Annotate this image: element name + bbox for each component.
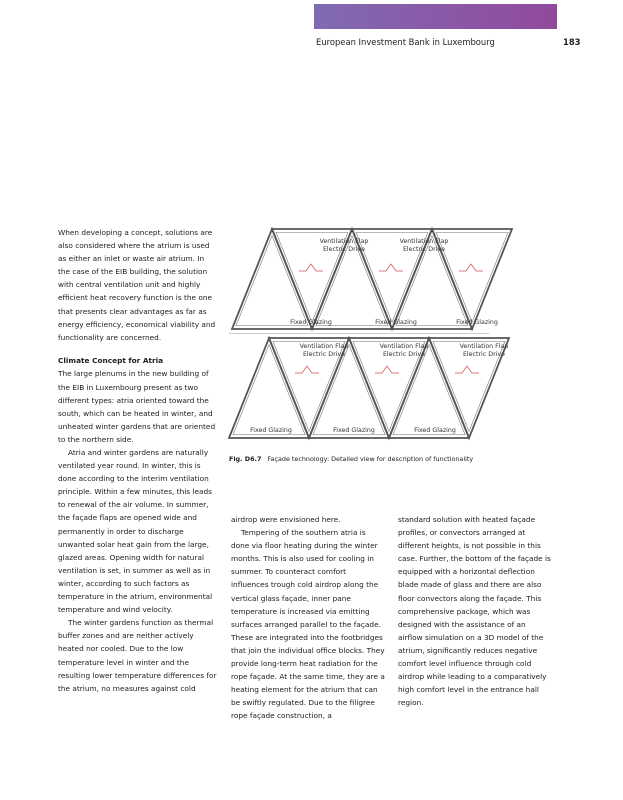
drive-label-2: Electric Drive (302, 351, 346, 358)
paragraph: Tempering of the southern atria is done via floor heating during the winter months. This is also used for cooling in summer. To counteract comfort influences trough cold airdrop along the vertical glass façade, inner pane temperature is increased via emitting surfaces arranged parallel to the façade. These are integrated into the footbridges that join the individual office blocks. They provide long-term heat radiation for the rope façade. At the same time, they are a heating element for the atrium that can be swiftly regulated. Due to the filigree rope façade construction, a (231, 528, 385, 721)
paragraph: standard solution with heated façade profiles, or convectors arranged at different heights, is not possible in this case. Further, the bottom of the façade is equipped with a horizontal deflection blade made of glass and there are also floor convectors along the façade. This comprehensive package, which was designed with the assistance of an airflow simulation on a 3D model of the atrium, significantly reduces negative comfort level influence through cold airdrop while leading to a comparatively high comfort level in the entrance hall region. (398, 515, 551, 708)
figure-caption (229, 455, 549, 463)
triangle-up-r1-0-inner (236, 236, 308, 326)
section-heading: Climate Concept for Atria (58, 356, 164, 366)
facade-technology-figure (229, 221, 509, 446)
drive-label-1: Electric Drive (402, 246, 446, 253)
flap-label-0: Ventilation Flap (319, 238, 369, 245)
airflow-arrow-4 (375, 366, 399, 373)
figure-labels (250, 238, 508, 434)
triangle-up-r2-2-inner (393, 345, 465, 435)
airflow-arrow-2 (459, 264, 483, 271)
flap-label-2: Ventilation Flap (299, 343, 349, 350)
text-column-1 (58, 226, 218, 695)
airflow-arrow-5 (455, 366, 479, 373)
glazing-label-1: Fixed Glazing (375, 319, 417, 326)
airflow-arrow-1 (379, 264, 403, 271)
page-number: 183 (563, 37, 581, 47)
triangle-down-r1-2-inner (436, 232, 508, 322)
airflow-arrow-3 (295, 366, 319, 373)
triangle-up-r2-1-inner (313, 345, 385, 435)
flap-label-3: Ventilation Flap (379, 343, 429, 350)
drive-label-4: Electric Drive (462, 351, 506, 358)
paragraph: Atria and winter gardens are naturally ventilated year round. In winter, this is done according to the interim ventilation principle. Within a few minutes, this leads to renewal of the air volume. In summer, the façade flaps are opened wide and permanently in order to discharge unwanted solar heat gain from the large, glazed areas. Opening width for natural ventilation is set, in summer as well as in winter, according to such factors as temperature in the atrium, environmental temperature and wind velocity. (58, 448, 213, 615)
glazing-label-3: Fixed Glazing (250, 427, 292, 434)
running-title: European Investment Bank in Luxembourg (316, 37, 495, 47)
triangle-up-r1-0 (232, 229, 312, 329)
text-column-3 (398, 513, 552, 709)
paragraph: airdrop were envisioned here. (231, 515, 341, 524)
triangle-frames (229, 229, 512, 438)
glazing-label-4: Fixed Glazing (333, 427, 375, 434)
drive-label-3: Electric Drive (382, 351, 426, 358)
paragraph: The winter gardens function as thermal buffer zones and are neither actively heated nor cooled. Due to the low temperature level in winter and the resulting lower temperature differences for the atrium, no measures against cold (58, 618, 217, 693)
caption-text: Façade technology: Detailed view for description of functionality (267, 455, 474, 463)
glazing-label-5: Fixed Glazing (414, 427, 456, 434)
text-column-2 (231, 513, 385, 723)
drive-label-0: Electric Drive (322, 246, 366, 253)
triangle-up-r2-0 (229, 338, 309, 438)
flap-label-4: Ventilation Flap (459, 343, 509, 350)
triangle-up-r2-0-inner (233, 345, 305, 435)
paragraph: When developing a concept, solutions are also considered where the atrium is used as either an inlet or waste air atrium. In the case of the EIB building, the solution with central ventilation unit and highly efficient heat recovery function is the one that presents clear advantages as far as energy efficiency, economical viability and functionality are concerned. (58, 228, 216, 342)
glazing-label-2: Fixed Glazing (456, 319, 498, 326)
header-color-band (314, 4, 557, 29)
airflow-arrow-0 (299, 264, 323, 271)
facade-diagram (229, 221, 509, 446)
paragraph: The large plenums in the new building of the EIB in Luxembourg present as two different types: atria oriented toward the south, which can be heated in winter, and unheated winter gardens that are oriented to the northern side. (58, 369, 216, 444)
glazing-label-0: Fixed Glazing (290, 319, 332, 326)
flap-label-1: Ventilation Flap (399, 238, 449, 245)
caption-label: Fig. D6.7 (229, 455, 262, 463)
